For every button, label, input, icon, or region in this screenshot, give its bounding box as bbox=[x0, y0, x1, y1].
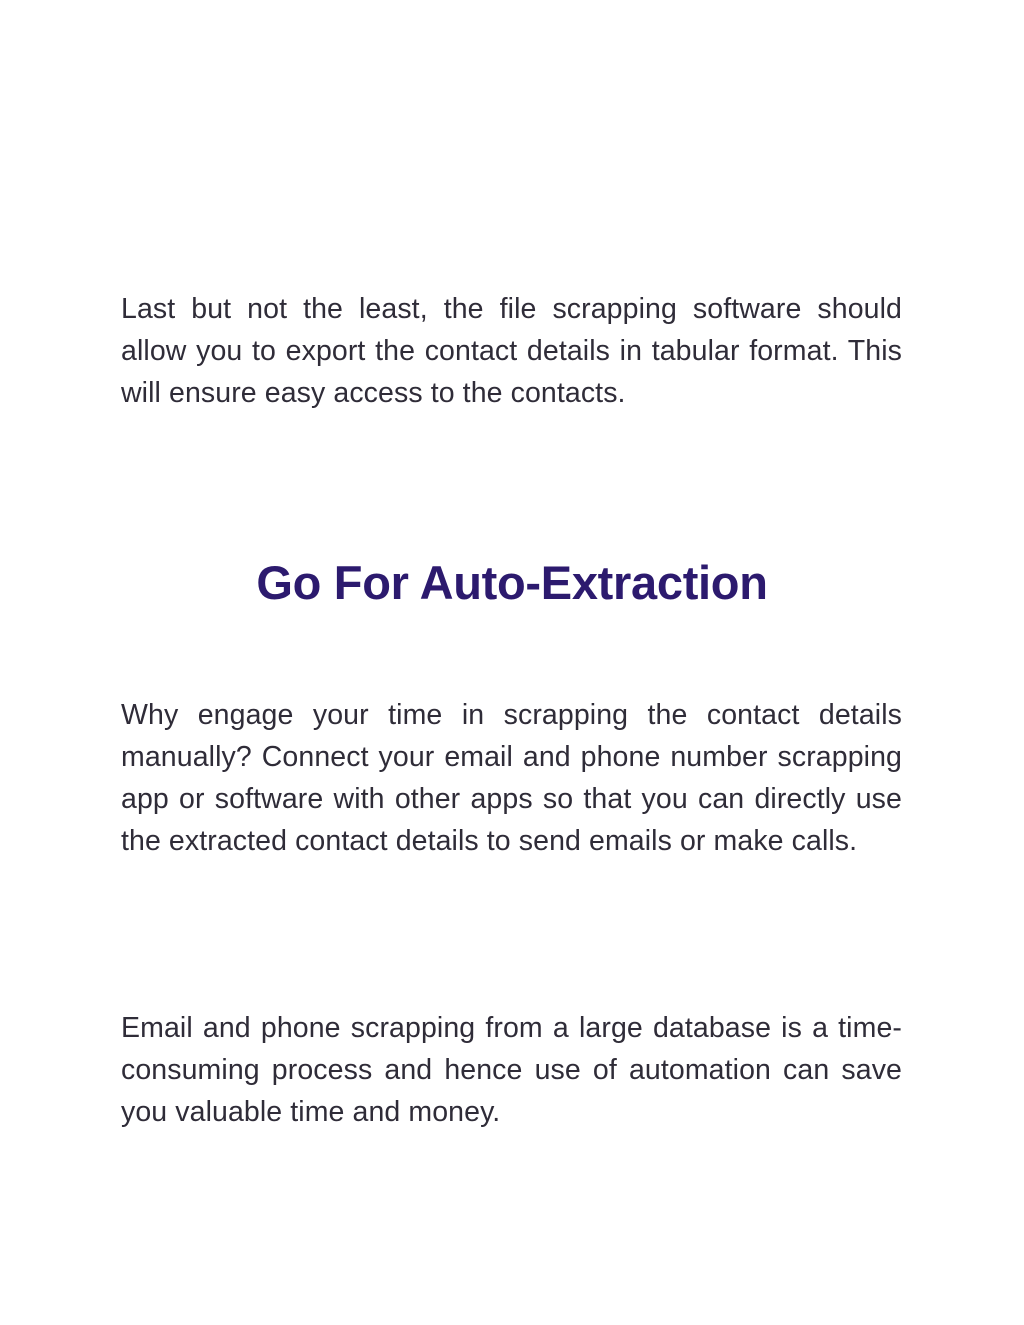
paragraph-automation-benefit: Email and phone scrapping from a large database is a time-consuming process and hence use of automation can save you valuable time and money. bbox=[121, 1012, 902, 1128]
paragraph-auto-extraction: Why engage your time in scrapping the contact details manually? Connect your email and phone number scrapping app or software with other apps so that you can directly use the extracted contact details to send emails or make calls. bbox=[121, 699, 902, 857]
section-heading: Go For Auto-Extraction bbox=[256, 556, 768, 609]
paragraph-export-contacts: Last but not the least, the file scrapping software should allow you to export the contact details in tabular format. This will ensure easy access to the contacts. bbox=[121, 293, 902, 409]
